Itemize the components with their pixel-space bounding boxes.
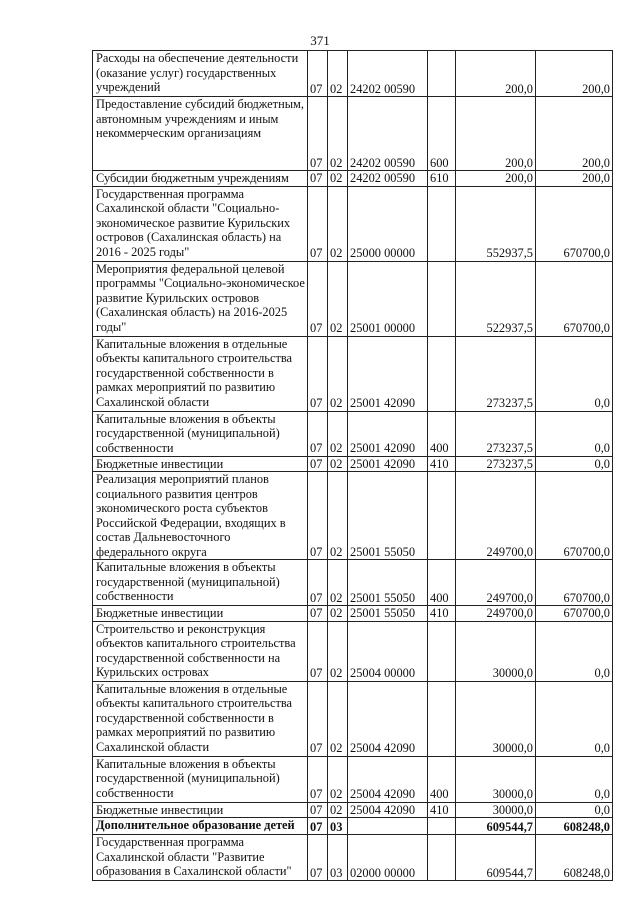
row-name: Государственная программа Сахалинской области "Развитие образования в Сахалинской области": [93, 835, 308, 881]
target-article-code: 25004 42090: [348, 756, 428, 802]
section-code: 07: [308, 818, 328, 835]
table-row: [93, 411, 613, 456]
section-code: 07: [308, 336, 328, 411]
expense-type-code: [428, 186, 456, 261]
subsection-code: 02: [328, 261, 348, 336]
subsection-code: 02: [328, 606, 348, 622]
table-row: [93, 186, 613, 261]
table-row: [93, 756, 613, 802]
subsection-code: 02: [328, 560, 348, 606]
table-row: [93, 51, 613, 97]
table-row: [93, 336, 613, 411]
expense-type-code: [428, 835, 456, 881]
row-name: Расходы на обеспечение деятельности (оказание услуг) государственных учреждений: [93, 51, 308, 97]
table-row: [93, 818, 613, 835]
expense-type-code: [428, 261, 456, 336]
subsection-code: 02: [328, 51, 348, 97]
expense-type-code: [428, 621, 456, 681]
amount-year-1: 552937,5: [456, 186, 536, 261]
subsection-code: 02: [328, 336, 348, 411]
subsection-code: 03: [328, 835, 348, 881]
amount-year-1: 200,0: [456, 51, 536, 97]
section-code: 07: [308, 756, 328, 802]
table-row: [93, 560, 613, 606]
expense-type-code: 610: [428, 171, 456, 187]
amount-year-2: 670700,0: [536, 186, 613, 261]
expense-type-code: 410: [428, 802, 456, 818]
row-name: Бюджетные инвестиции: [93, 456, 308, 472]
section-code: 07: [308, 472, 328, 560]
amount-year-1: 30000,0: [456, 802, 536, 818]
amount-year-2: 200,0: [536, 51, 613, 97]
target-article-code: 25004 42090: [348, 681, 428, 756]
target-article-code: [348, 818, 428, 835]
expense-type-code: 600: [428, 97, 456, 171]
target-article-code: 25000 00000: [348, 186, 428, 261]
table-row: [93, 171, 613, 187]
amount-year-2: 200,0: [536, 171, 613, 187]
row-name: Бюджетные инвестиции: [93, 606, 308, 622]
expense-type-code: [428, 336, 456, 411]
row-name: Предоставление субсидий бюджетным, автономным учреждениям и иным некоммерческим организациям: [93, 97, 308, 171]
amount-year-2: 670700,0: [536, 261, 613, 336]
target-article-code: 25001 55050: [348, 560, 428, 606]
target-article-code: 25001 42090: [348, 411, 428, 456]
section-code: 07: [308, 186, 328, 261]
amount-year-1: 273237,5: [456, 411, 536, 456]
section-code: 07: [308, 681, 328, 756]
amount-year-2: 670700,0: [536, 472, 613, 560]
expense-type-code: 410: [428, 456, 456, 472]
row-name: Капитальные вложения в объекты государственной (муниципальной) собственности: [93, 756, 308, 802]
row-name: Капитальные вложения в отдельные объекты капитального строительства государственной собственности в рамках мероприятий по развитию Сахалинской области: [93, 681, 308, 756]
section-code: 07: [308, 97, 328, 171]
amount-year-2: 0,0: [536, 802, 613, 818]
target-article-code: 25001 42090: [348, 336, 428, 411]
target-article-code: 25001 42090: [348, 456, 428, 472]
section-code: 07: [308, 802, 328, 818]
amount-year-2: 200,0: [536, 97, 613, 171]
subsection-code: 03: [328, 818, 348, 835]
target-article-code: 25001 55050: [348, 472, 428, 560]
amount-year-2: 0,0: [536, 756, 613, 802]
amount-year-2: 670700,0: [536, 560, 613, 606]
row-name: Реализация мероприятий планов социального развития центров экономического роста субъектов Российской Федерации, входящих в состав Дальневосточного федерального округа: [93, 472, 308, 560]
amount-year-1: 200,0: [456, 171, 536, 187]
row-name: Капитальные вложения в объекты государственной (муниципальной) собственности: [93, 560, 308, 606]
subsection-code: 02: [328, 97, 348, 171]
subsection-code: 02: [328, 681, 348, 756]
target-article-code: 25004 42090: [348, 802, 428, 818]
section-code: 07: [308, 51, 328, 97]
section-code: 07: [308, 261, 328, 336]
table-row: [93, 261, 613, 336]
expense-type-code: 410: [428, 606, 456, 622]
row-name: Мероприятия федеральной целевой программы "Социально-экономическое развитие Курильских островов (Сахалинская область) на 2016-2025 годы": [93, 261, 308, 336]
amount-year-1: 273237,5: [456, 456, 536, 472]
expense-type-code: [428, 818, 456, 835]
page-number: 371: [310, 33, 330, 48]
amount-year-2: 670700,0: [536, 606, 613, 622]
table-row: [93, 456, 613, 472]
row-name: Субсидии бюджетным учреждениям: [93, 171, 308, 187]
table-row: [93, 802, 613, 818]
section-code: 07: [308, 560, 328, 606]
row-name: Дополнительное образование детей: [93, 818, 308, 835]
amount-year-1: 609544,7: [456, 835, 536, 881]
amount-year-2: 0,0: [536, 411, 613, 456]
expense-type-code: [428, 472, 456, 560]
target-article-code: 24202 00590: [348, 97, 428, 171]
amount-year-1: 249700,0: [456, 606, 536, 622]
row-name: Капитальные вложения в отдельные объекты капитального строительства государственной собственности в рамках мероприятий по развитию Сахалинской области: [93, 336, 308, 411]
amount-year-1: 249700,0: [456, 560, 536, 606]
expense-type-code: [428, 51, 456, 97]
amount-year-1: 30000,0: [456, 756, 536, 802]
section-code: 07: [308, 606, 328, 622]
row-name: Бюджетные инвестиции: [93, 802, 308, 818]
amount-year-2: 0,0: [536, 681, 613, 756]
amount-year-1: 30000,0: [456, 681, 536, 756]
subsection-code: 02: [328, 621, 348, 681]
subsection-code: 02: [328, 456, 348, 472]
row-name: Капитальные вложения в объекты государственной (муниципальной) собственности: [93, 411, 308, 456]
subsection-code: 02: [328, 186, 348, 261]
budget-table: [92, 50, 613, 881]
table-row: [93, 472, 613, 560]
amount-year-2: 608248,0: [536, 835, 613, 881]
amount-year-1: 249700,0: [456, 472, 536, 560]
amount-year-2: 0,0: [536, 456, 613, 472]
section-code: 07: [308, 835, 328, 881]
expense-type-code: 400: [428, 560, 456, 606]
section-code: 07: [308, 171, 328, 187]
amount-year-1: 30000,0: [456, 621, 536, 681]
amount-year-1: 609544,7: [456, 818, 536, 835]
target-article-code: 24202 00590: [348, 51, 428, 97]
section-code: 07: [308, 456, 328, 472]
amount-year-2: 0,0: [536, 621, 613, 681]
table-row: [93, 606, 613, 622]
expense-type-code: 400: [428, 756, 456, 802]
expense-type-code: 400: [428, 411, 456, 456]
subsection-code: 02: [328, 472, 348, 560]
amount-year-2: 0,0: [536, 336, 613, 411]
subsection-code: 02: [328, 802, 348, 818]
section-code: 07: [308, 621, 328, 681]
target-article-code: 25004 00000: [348, 621, 428, 681]
subsection-code: 02: [328, 411, 348, 456]
table-row: [93, 621, 613, 681]
amount-year-1: 273237,5: [456, 336, 536, 411]
table-row: [93, 97, 613, 171]
subsection-code: 02: [328, 756, 348, 802]
table-row: [93, 835, 613, 881]
table-row: [93, 681, 613, 756]
amount-year-1: 522937,5: [456, 261, 536, 336]
row-name: Строительство и реконструкция объектов капитального строительства государственной собственности на Курильских островах: [93, 621, 308, 681]
row-name: Государственная программа Сахалинской области "Социально-экономическое развитие Курильских островов (Сахалинская область) на 2016 - 2025 годы": [93, 186, 308, 261]
amount-year-1: 200,0: [456, 97, 536, 171]
subsection-code: 02: [328, 171, 348, 187]
section-code: 07: [308, 411, 328, 456]
table-body: [93, 51, 613, 881]
amount-year-2: 608248,0: [536, 818, 613, 835]
target-article-code: 25001 00000: [348, 261, 428, 336]
target-article-code: 24202 00590: [348, 171, 428, 187]
target-article-code: 02000 00000: [348, 835, 428, 881]
expense-type-code: [428, 681, 456, 756]
target-article-code: 25001 55050: [348, 606, 428, 622]
